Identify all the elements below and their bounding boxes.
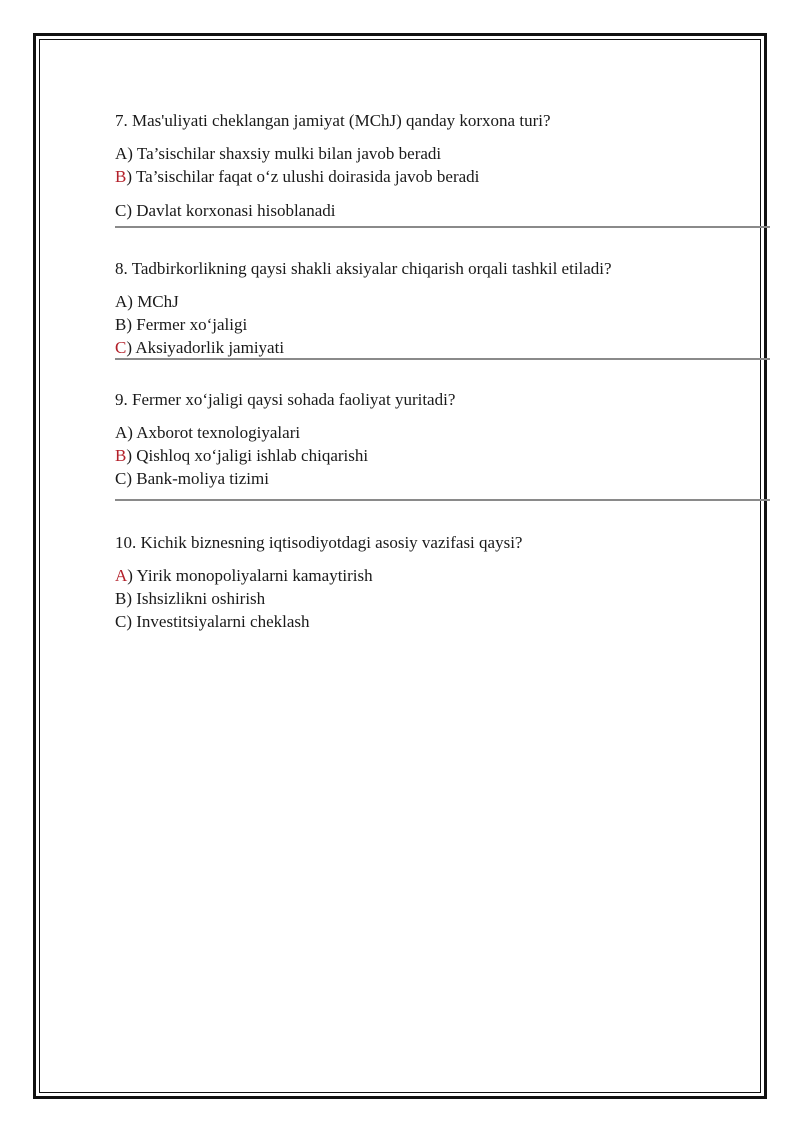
question-block-8 — [115, 256, 770, 358]
option-letter: C — [115, 612, 127, 631]
option-label: ) Yirik monopoliyalarni kamaytirish — [127, 566, 373, 585]
option-letter: A — [115, 144, 128, 163]
option-9-a — [115, 421, 770, 444]
option-7-a — [115, 142, 770, 165]
option-9-b — [115, 444, 770, 467]
options-9 — [115, 421, 770, 490]
question-divider — [115, 499, 770, 501]
option-7-c — [115, 199, 770, 222]
option-letter-correct: B — [115, 167, 127, 186]
option-label: ) Fermer xo‘jaligi — [126, 315, 248, 334]
question-block-9 — [115, 387, 770, 499]
options-10 — [115, 564, 770, 633]
option-letter: B — [115, 315, 127, 334]
option-label: ) MChJ — [127, 292, 179, 311]
option-10-c — [115, 610, 770, 633]
option-letter-correct: C — [115, 338, 127, 357]
options-7 — [115, 142, 770, 222]
option-10-b — [115, 587, 770, 610]
option-label: ) Ta’sischilar faqat o‘z ulushi doirasida javob beradi — [126, 167, 480, 186]
option-label: ) Ishsizlikni oshirish — [126, 589, 266, 608]
option-9-c — [115, 467, 770, 490]
question-divider — [115, 226, 770, 228]
option-letter-correct: A — [115, 566, 128, 585]
question-text-10: 10. Kichik biznesning iqtisodiyotdagi asosiy vazifasi qaysi? — [115, 533, 523, 552]
option-label: ) Axborot texnologiyalari — [127, 423, 301, 442]
option-label: ) Aksiyadorlik jamiyati — [126, 338, 285, 357]
quiz-content — [115, 108, 770, 633]
option-letter: B — [115, 589, 127, 608]
option-label: ) Investitsiyalarni cheklash — [126, 612, 310, 631]
option-label: ) Bank-moliya tizimi — [126, 469, 269, 488]
option-8-a — [115, 290, 770, 313]
option-label: ) Davlat korxonasi hisoblanadi — [126, 201, 336, 220]
option-letter: A — [115, 423, 128, 442]
question-text-8: 8. Tadbirkorlikning qaysi shakli aksiyalar chiqarish orqali tashkil etiladi? — [115, 259, 612, 278]
question-text-7: 7. Mas'uliyati cheklangan jamiyat (MChJ) qanday korxona turi? — [115, 111, 551, 130]
option-10-a — [115, 564, 770, 587]
option-letter: C — [115, 201, 127, 220]
option-label: ) Ta’sischilar shaxsiy mulki bilan javob beradi — [127, 144, 442, 163]
question-text-9: 9. Fermer xo‘jaligi qaysi sohada faoliyat yuritadi? — [115, 390, 456, 409]
options-8 — [115, 290, 770, 359]
question-block-7 — [115, 108, 770, 226]
option-letter: C — [115, 469, 127, 488]
option-letter-correct: B — [115, 446, 127, 465]
option-label: ) Qishloq xo‘jaligi ishlab chiqarishi — [126, 446, 369, 465]
option-letter: A — [115, 292, 128, 311]
option-8-b — [115, 313, 770, 336]
question-block-10 — [115, 530, 770, 633]
option-8-c — [115, 336, 770, 359]
option-7-b — [115, 165, 770, 188]
